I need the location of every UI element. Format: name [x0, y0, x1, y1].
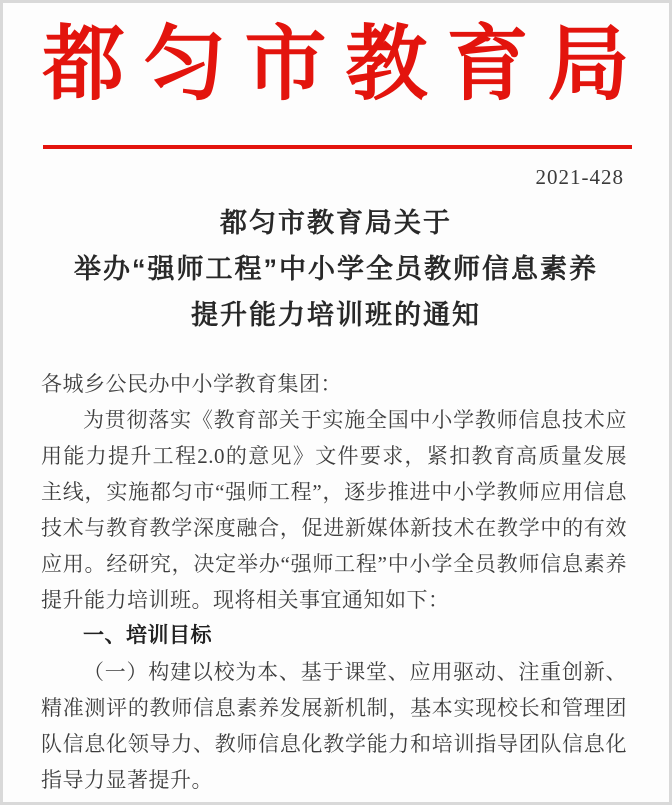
notice-title-line2: 举办“强师工程”中小学全员教师信息素养 [74, 254, 598, 284]
intro-paragraph: 为贯彻落实《教育部关于实施全国中小学教师信息技术应用能力提升工程2.0的意见》文件要求，紧扣教育高质量发展主线，实施都匀市“强师工程”，逐步推进中小学教师应用信息技术与教育教学深度融合，促进新媒体新技术在教学中的有效应用。经研究，决定举办“强师工程”中小学全员教师信息素养提升能力培训班。现将相关事宜通知如下： [41, 408, 627, 612]
section-heading-training-goals: 一、培训目标 [83, 624, 212, 647]
notice-title-line1: 都匀市教育局关于 [220, 208, 452, 238]
agency-header-title: 都匀市教育局 [42, 19, 649, 110]
document-body [41, 366, 627, 798]
salutation-line: 各城乡公民办中小学教育集团： [41, 372, 342, 396]
red-divider-line [43, 145, 632, 149]
doc-number: 2021-428 [535, 165, 624, 189]
notice-title-line3: 提升能力培训班的通知 [191, 300, 481, 330]
notice-title [3, 200, 669, 338]
training-goal-item-1: （一）构建以校为本、基于课堂、应用驱动、注重创新、精准测评的教师信息素养发展新机制，基本实现校长和管理团队信息化领导力、教师信息化教学能力和培训指导团队信息化指导力显著提升。 [41, 660, 627, 792]
